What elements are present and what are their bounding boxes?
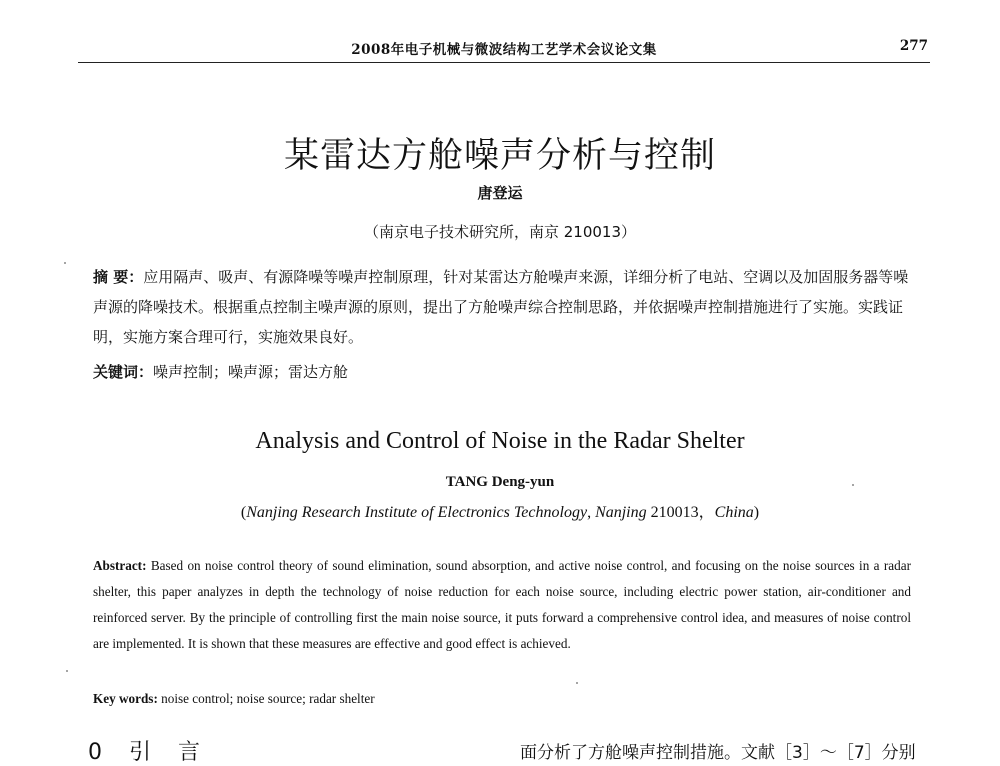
body-text-right-column: 面分析了方舱噪声控制措施。文献［3］～［7］分别 xyxy=(520,743,916,763)
affiliation-open-paren: ( xyxy=(240,504,247,521)
affiliation-english xyxy=(0,499,1000,522)
keywords-english-label: Key words: xyxy=(93,691,158,706)
scan-speck xyxy=(66,670,68,672)
keywords-chinese-text: 噪声控制；噪声源；雷达方舱 xyxy=(153,363,349,381)
scan-speck xyxy=(576,682,578,684)
affiliation-country: China xyxy=(714,504,754,521)
author-chinese: 唐登运 xyxy=(477,184,523,202)
abstract-english-label: Abstract: xyxy=(93,558,147,573)
keywords-english xyxy=(93,688,911,710)
page-number: 277 xyxy=(899,38,928,54)
keywords-chinese xyxy=(93,360,913,384)
abstract-chinese-text: 应用隔声、吸声、有源降噪等噪声控制原理，针对某雷达方舱噪声来源，详细分析了电站、空调以及加固服务器等噪声源的降噪技术。根据重点控制主噪声源的原则，提出了方舱噪声综合控制思路，并依据噪声控制措施进行了实施。实践证明，实施方案合理可行，实施效果良好。 xyxy=(93,268,909,346)
scan-speck xyxy=(64,262,66,264)
abstract-chinese xyxy=(93,262,913,352)
author-english: TANG Deng-yun xyxy=(445,474,555,490)
affiliation-postcode: 210013， xyxy=(646,504,715,521)
abstract-english-text: Based on noise control theory of sound elimination, sound absorption, and active noise control, and focusing on the noise sources in a radar shelter, this paper analyzes in depth the technology of noise reduction for each noise source, including electric power station, air-conditioner and reinforced server. By the principle of controlling first the main noise source, it puts forward a comprehensive control idea, and measures of noise control are implemented. It is shown that these measures are effective and good effect is achieved. xyxy=(93,558,911,651)
abstract-english xyxy=(93,553,911,657)
affiliation-chinese: （南京电子技术研究所，南京 210013） xyxy=(363,223,637,241)
proceedings-title: 2008年电子机械与微波结构工艺学术会议论文集 xyxy=(351,42,657,58)
section-heading-introduction: 0 引 言 xyxy=(88,740,210,765)
affiliation-city: Nanjing xyxy=(595,504,647,521)
abstract-chinese-label: 摘 要： xyxy=(93,268,144,286)
paper-title-english: Analysis and Control of Noise in the Radar Shelter xyxy=(255,428,745,454)
affiliation-close-paren: ) xyxy=(753,504,760,521)
keywords-english-text: noise control; noise source; radar shelter xyxy=(157,691,375,706)
scan-speck xyxy=(852,484,854,486)
paper-title-chinese: 某雷达方舱噪声分析与控制 xyxy=(283,136,716,176)
header-rule xyxy=(78,62,930,63)
keywords-chinese-label: 关键词： xyxy=(93,363,154,381)
affiliation-institute: Nanjing Research Institute of Electronics Technology xyxy=(246,504,588,521)
running-header xyxy=(78,38,930,62)
affiliation-separator: , xyxy=(587,504,596,521)
